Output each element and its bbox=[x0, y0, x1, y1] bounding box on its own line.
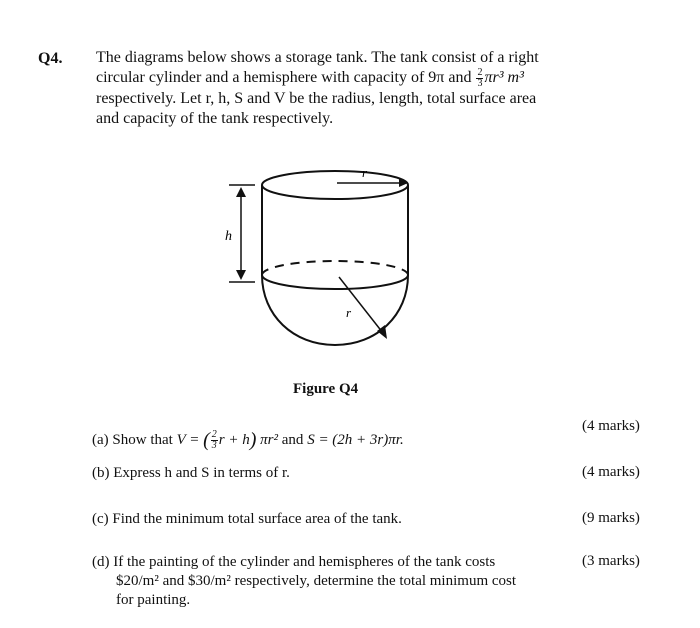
intro-line-3: respectively. Let r, h, S and V be the radius, length, total surface area bbox=[96, 90, 537, 107]
tank-diagram bbox=[215, 165, 430, 380]
height-arrowhead-bottom bbox=[236, 270, 246, 280]
figure-caption: Figure Q4 bbox=[293, 381, 359, 397]
tank-top-ellipse bbox=[262, 171, 408, 199]
intro-line-2-text: circular cylinder and a hemisphere with capacity of 9π and bbox=[96, 69, 472, 87]
part-b-marks: (4 marks) bbox=[582, 464, 640, 480]
part-c-marks: (9 marks) bbox=[582, 510, 640, 526]
height-label: h bbox=[225, 229, 232, 244]
part-a-frac-den: 3 bbox=[211, 440, 217, 451]
question-number: Q4. bbox=[38, 50, 63, 67]
part-b-label: (b) Express h and S in terms of r. bbox=[92, 465, 290, 481]
part-d-line-2: $20/m² and $30/m² respectively, determine the total minimum cost bbox=[116, 573, 517, 589]
fraction-denominator: 3 bbox=[477, 78, 483, 89]
part-a-frac-num: 2 bbox=[211, 429, 217, 440]
part-a-v-lhs: V = bbox=[176, 431, 204, 448]
part-a-formula-s: S = (2h + 3r)πr. bbox=[307, 431, 404, 448]
part-d bbox=[92, 553, 516, 610]
question-intro bbox=[96, 48, 576, 129]
fraction-two-thirds bbox=[476, 68, 483, 89]
bottom-radius-label: r bbox=[346, 305, 352, 320]
top-radius-label: r bbox=[362, 165, 368, 180]
intro-line-4: and capacity of the tank respectively. bbox=[96, 110, 334, 127]
height-arrowhead-top bbox=[236, 187, 246, 197]
fraction-numerator: 2 bbox=[477, 67, 483, 78]
part-d-line-1: (d) If the painting of the cylinder and hemispheres of the tank costs bbox=[92, 554, 496, 570]
intro-line-1: The diagrams below shows a storage tank. The tank consist of a right bbox=[96, 49, 539, 66]
part-a-label: (a) Show that bbox=[92, 431, 173, 448]
tank-middle-solid bbox=[262, 275, 408, 289]
intro-line-2 bbox=[96, 68, 576, 89]
part-a-marks: (4 marks) bbox=[582, 418, 640, 434]
part-c-label: (c) Find the minimum total surface area of the tank. bbox=[92, 511, 402, 527]
part-a-fraction bbox=[211, 430, 218, 451]
part-d-marks: (3 marks) bbox=[582, 553, 640, 569]
part-a bbox=[92, 430, 404, 451]
tank-middle-dashed bbox=[262, 261, 408, 275]
part-a-and: and bbox=[281, 431, 304, 448]
tank-figure bbox=[215, 165, 430, 380]
intro-line-2-formula: πr³ m³ bbox=[484, 69, 524, 87]
part-a-formula-v: V = ( $\frac{2}{3}$ r + h) πr² bbox=[176, 428, 279, 451]
part-a-v-inner: r + h bbox=[218, 431, 250, 448]
part-a-v-end: πr² bbox=[260, 431, 279, 448]
part-d-line-3: for painting. bbox=[116, 592, 191, 608]
